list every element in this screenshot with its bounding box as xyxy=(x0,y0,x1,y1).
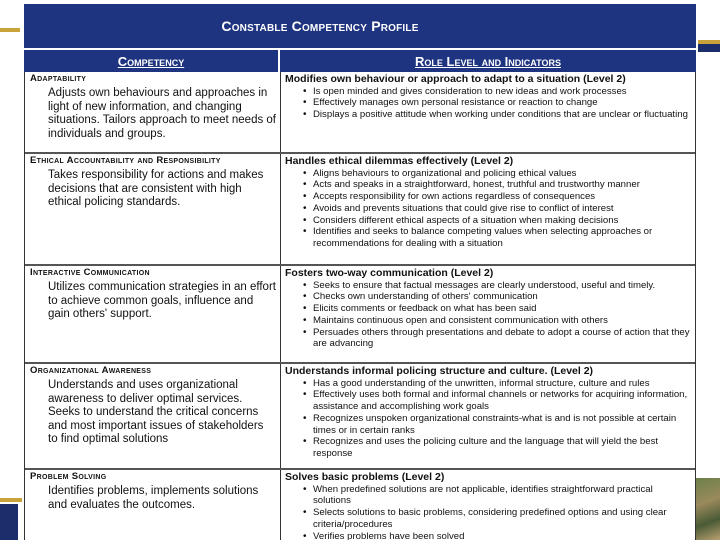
competency-name: Adaptability xyxy=(30,73,87,84)
indicators-cell xyxy=(281,364,695,468)
title-band xyxy=(24,0,696,48)
navy-accent-top-right xyxy=(698,44,720,52)
level-heading: Modifies own behaviour or approach to adapt to a situation (Level 2) xyxy=(285,73,626,85)
level-heading: Understands informal policing structure and culture. (Level 2) xyxy=(285,365,594,377)
competency-name: Organizational Awareness xyxy=(30,365,152,376)
competency-name: Ethical Accountability and Responsibility xyxy=(30,155,221,166)
indicator-list xyxy=(285,378,691,461)
list-item: • Recognizes and uses the policing culture and the language that will yield the best response xyxy=(303,436,691,460)
competency-cell xyxy=(25,154,281,264)
column-header-role-level: Role Level and Indicators xyxy=(415,53,561,69)
list-item: • Maintains continuous open and consistent communication with others xyxy=(303,315,691,327)
indicator-list xyxy=(285,484,691,540)
list-item: • Effectively manages own personal resistance or reaction to change xyxy=(303,97,691,109)
level-heading: Fosters two-way communication (Level 2) xyxy=(285,267,494,279)
page-title: Constable Competency Profile xyxy=(221,18,419,34)
list-item: • Identifies and seeks to balance competing values when selecting approaches or recommendations for dealing with a situation xyxy=(303,226,691,250)
list-item: • Selects solutions to basic problems, considering predefined options and using clear criteria/procedures xyxy=(303,507,691,531)
competency-description: Identifies problems, implements solutions and evaluates the outcomes. xyxy=(48,485,259,511)
competency-description: Adjusts own behaviours and approaches in light of new information, and changing situations. Tailors approach to meet needs of individuals and groups. xyxy=(48,87,277,140)
level-heading: Solves basic problems (Level 2) xyxy=(285,471,445,483)
competency-table xyxy=(24,72,696,540)
list-item: • Considers different ethical aspects of a situation when making decisions xyxy=(303,215,691,227)
list-item: • Verifies problems have been solved xyxy=(303,531,691,540)
table-row xyxy=(25,266,695,364)
table-row xyxy=(25,364,695,470)
list-item: • Checks own understanding of others' communication xyxy=(303,291,691,303)
list-item: • Has a good understanding of the unwritten, informal structure, culture and rules xyxy=(303,378,691,390)
slide-left-margin xyxy=(0,0,24,540)
indicators-cell xyxy=(281,154,695,264)
indicators-cell xyxy=(281,72,695,152)
competency-name: Interactive Communication xyxy=(30,267,150,278)
competency-description: Utilizes communication strategies in an effort to achieve common goals, influence and gain others' support. xyxy=(48,281,276,320)
table-header xyxy=(24,48,696,72)
indicator-list xyxy=(285,280,691,351)
list-item: • Recognizes unspoken organizational constraints-what is and is not possible at certain times or in certain ranks xyxy=(303,413,691,437)
list-item: • Persuades others through presentations and debate to adopt a course of action that they are advancing xyxy=(303,327,691,351)
table-row xyxy=(25,154,695,266)
level-heading: Handles ethical dilemmas effectively (Level 2) xyxy=(285,155,514,167)
list-item: • Effectively uses both formal and informal channels or networks for acquiring information, assistance and accomplishing work goals xyxy=(303,389,691,413)
indicators-cell xyxy=(281,266,695,362)
competency-cell xyxy=(25,470,281,540)
list-item: • Seeks to ensure that factual messages are clearly understood, useful and timely. xyxy=(303,280,691,292)
gold-accent-top-left xyxy=(0,28,20,32)
list-item: • Is open minded and gives consideration to new ideas and work processes xyxy=(303,86,691,98)
list-item: • Avoids and prevents situations that could give rise to conflict of interest xyxy=(303,203,691,215)
table-row xyxy=(25,72,695,154)
competency-cell xyxy=(25,72,281,152)
list-item: • Displays a positive attitude when working under conditions that are unclear or fluctuating xyxy=(303,109,691,121)
table-row xyxy=(25,470,695,540)
competency-cell xyxy=(25,364,281,468)
navy-accent-bottom-left xyxy=(0,504,18,540)
competency-name: Problem Solving xyxy=(30,471,107,482)
gold-accent-bottom-left xyxy=(0,498,22,502)
indicators-cell xyxy=(281,470,695,540)
competency-profile-document xyxy=(24,0,696,540)
competency-cell xyxy=(25,266,281,362)
indicator-list xyxy=(285,86,691,121)
column-header-competency: Competency xyxy=(24,50,280,72)
list-item: • Accepts responsibility for own actions regardless of consequences xyxy=(303,191,691,203)
competency-description: Takes responsibility for actions and makes decisions that are consistent with high ethical policing standards. xyxy=(48,169,264,208)
indicator-list xyxy=(285,168,691,251)
list-item: • Acts and speaks in a straightforward, honest, truthful and trustworthy manner xyxy=(303,179,691,191)
competency-description: Understands and uses organizational awareness to deliver optimal services. Seeks to understand the critical concerns and most important issues of stakeholders to find optimal solutions xyxy=(48,379,264,445)
corner-photo xyxy=(694,478,720,540)
list-item: • Aligns behaviours to organizational and policing ethical values xyxy=(303,168,691,180)
list-item: • Elicits comments or feedback on what has been said xyxy=(303,303,691,315)
list-item: • When predefined solutions are not applicable, identifies straightforward practical solutions xyxy=(303,484,691,508)
